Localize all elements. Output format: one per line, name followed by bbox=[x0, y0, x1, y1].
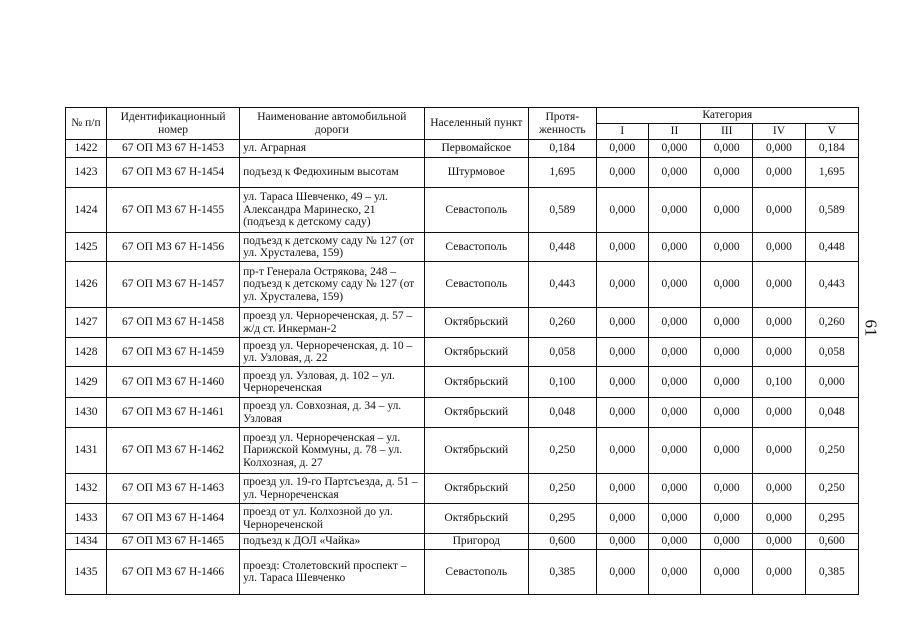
cell-loc: Октябрьский bbox=[424, 398, 528, 428]
header-cat-4: IV bbox=[753, 124, 805, 140]
cell-c5: 0,589 bbox=[805, 188, 858, 233]
cell-id: 67 ОП МЗ 67 Н-1461 bbox=[106, 398, 239, 428]
cell-loc: Октябрьский bbox=[424, 338, 528, 367]
cell-n: 1426 bbox=[66, 262, 107, 308]
cell-c4: 0,100 bbox=[753, 367, 805, 398]
cell-id: 67 ОП МЗ 67 Н-1455 bbox=[106, 188, 239, 233]
cell-n: 1430 bbox=[66, 398, 107, 428]
cell-c5: 0,448 bbox=[805, 233, 858, 262]
table-row bbox=[66, 233, 859, 262]
cell-id: 67 ОП МЗ 67 Н-1464 bbox=[106, 504, 239, 534]
cell-c1: 0,000 bbox=[596, 504, 648, 534]
cell-c2: 0,000 bbox=[648, 398, 700, 428]
cell-c3: 0,000 bbox=[701, 367, 753, 398]
cell-n: 1428 bbox=[66, 338, 107, 367]
cell-c4: 0,000 bbox=[753, 504, 805, 534]
header-locality: Населенный пункт bbox=[424, 108, 528, 140]
cell-c1: 0,000 bbox=[596, 398, 648, 428]
cell-c3: 0,000 bbox=[701, 188, 753, 233]
cell-n: 1433 bbox=[66, 504, 107, 534]
cell-c5: 0,600 bbox=[805, 534, 858, 550]
cell-n: 1425 bbox=[66, 233, 107, 262]
cell-c3: 0,000 bbox=[701, 140, 753, 158]
cell-c4: 0,000 bbox=[753, 262, 805, 308]
cell-loc: Пригород bbox=[424, 534, 528, 550]
cell-c2: 0,000 bbox=[648, 262, 700, 308]
cell-name: проезд ул. Чернореченская – ул. Парижской Коммуны, д. 78 – ул. Колхозная, д. 27 bbox=[240, 428, 424, 474]
cell-c3: 0,000 bbox=[701, 550, 753, 595]
cell-c5: 0,184 bbox=[805, 140, 858, 158]
cell-id: 67 ОП МЗ 67 Н-1466 bbox=[106, 550, 239, 595]
cell-c4: 0,000 bbox=[753, 398, 805, 428]
cell-loc: Севастополь bbox=[424, 550, 528, 595]
cell-c2: 0,000 bbox=[648, 504, 700, 534]
cell-id: 67 ОП МЗ 67 Н-1460 bbox=[106, 367, 239, 398]
cell-c3: 0,000 bbox=[701, 474, 753, 504]
page-number: 61 bbox=[861, 319, 881, 337]
cell-loc: Севастополь bbox=[424, 233, 528, 262]
cell-len: 0,448 bbox=[529, 233, 597, 262]
cell-c1: 0,000 bbox=[596, 233, 648, 262]
cell-name: проезд ул. Совхозная, д. 34 – ул. Узловая bbox=[240, 398, 424, 428]
cell-name: проезд ул. Чернореченская, д. 10 – ул. Узловая, д. 22 bbox=[240, 338, 424, 367]
cell-c1: 0,000 bbox=[596, 158, 648, 188]
cell-n: 1424 bbox=[66, 188, 107, 233]
cell-id: 67 ОП МЗ 67 Н-1465 bbox=[106, 534, 239, 550]
cell-id: 67 ОП МЗ 67 Н-1453 bbox=[106, 140, 239, 158]
cell-len: 0,589 bbox=[529, 188, 597, 233]
table-row bbox=[66, 504, 859, 534]
cell-n: 1434 bbox=[66, 534, 107, 550]
header-cat-5: V bbox=[805, 124, 858, 140]
cell-len: 1,695 bbox=[529, 158, 597, 188]
cell-c2: 0,000 bbox=[648, 308, 700, 338]
roads-table bbox=[65, 107, 859, 595]
cell-len: 0,385 bbox=[529, 550, 597, 595]
cell-c4: 0,000 bbox=[753, 550, 805, 595]
cell-c2: 0,000 bbox=[648, 367, 700, 398]
cell-n: 1435 bbox=[66, 550, 107, 595]
cell-id: 67 ОП МЗ 67 Н-1454 bbox=[106, 158, 239, 188]
cell-n: 1429 bbox=[66, 367, 107, 398]
cell-c2: 0,000 bbox=[648, 474, 700, 504]
table-row bbox=[66, 158, 859, 188]
cell-c3: 0,000 bbox=[701, 534, 753, 550]
cell-c3: 0,000 bbox=[701, 308, 753, 338]
cell-c1: 0,000 bbox=[596, 140, 648, 158]
header-id: Идентификационный номер bbox=[106, 108, 239, 140]
cell-loc: Октябрьский bbox=[424, 367, 528, 398]
table-body bbox=[66, 140, 859, 595]
cell-name: подъезд к детскому саду № 127 (от ул. Хрусталева, 159) bbox=[240, 233, 424, 262]
cell-id: 67 ОП МЗ 67 Н-1459 bbox=[106, 338, 239, 367]
cell-n: 1422 bbox=[66, 140, 107, 158]
cell-c1: 0,000 bbox=[596, 262, 648, 308]
cell-c5: 0,048 bbox=[805, 398, 858, 428]
cell-name: проезд от ул. Колхозной до ул. Чернореченской bbox=[240, 504, 424, 534]
cell-c3: 0,000 bbox=[701, 504, 753, 534]
cell-loc: Севастополь bbox=[424, 262, 528, 308]
cell-c2: 0,000 bbox=[648, 338, 700, 367]
cell-c5: 0,000 bbox=[805, 367, 858, 398]
cell-c5: 0,295 bbox=[805, 504, 858, 534]
cell-c5: 0,250 bbox=[805, 428, 858, 474]
cell-id: 67 ОП МЗ 67 Н-1457 bbox=[106, 262, 239, 308]
cell-c2: 0,000 bbox=[648, 534, 700, 550]
cell-n: 1431 bbox=[66, 428, 107, 474]
cell-c1: 0,000 bbox=[596, 338, 648, 367]
cell-c2: 0,000 bbox=[648, 550, 700, 595]
cell-c3: 0,000 bbox=[701, 158, 753, 188]
cell-id: 67 ОП МЗ 67 Н-1458 bbox=[106, 308, 239, 338]
cell-c2: 0,000 bbox=[648, 158, 700, 188]
cell-c5: 0,443 bbox=[805, 262, 858, 308]
cell-c3: 0,000 bbox=[701, 233, 753, 262]
table-row bbox=[66, 367, 859, 398]
table-row bbox=[66, 188, 859, 233]
cell-len: 0,250 bbox=[529, 474, 597, 504]
cell-c3: 0,000 bbox=[701, 398, 753, 428]
cell-name: проезд ул. Чернореченская, д. 57 – ж/д ст. Инкерман-2 bbox=[240, 308, 424, 338]
cell-len: 0,600 bbox=[529, 534, 597, 550]
cell-name: подъезд к Федюхиным высотам bbox=[240, 158, 424, 188]
cell-c1: 0,000 bbox=[596, 367, 648, 398]
cell-c5: 0,260 bbox=[805, 308, 858, 338]
cell-c3: 0,000 bbox=[701, 262, 753, 308]
table-row bbox=[66, 338, 859, 367]
cell-id: 67 ОП МЗ 67 Н-1462 bbox=[106, 428, 239, 474]
cell-c1: 0,000 bbox=[596, 308, 648, 338]
table-row bbox=[66, 428, 859, 474]
cell-len: 0,100 bbox=[529, 367, 597, 398]
cell-c2: 0,000 bbox=[648, 428, 700, 474]
cell-c1: 0,000 bbox=[596, 188, 648, 233]
cell-c5: 0,250 bbox=[805, 474, 858, 504]
cell-loc: Первомайское bbox=[424, 140, 528, 158]
cell-len: 0,250 bbox=[529, 428, 597, 474]
table-row bbox=[66, 534, 859, 550]
cell-c4: 0,000 bbox=[753, 474, 805, 504]
cell-c4: 0,000 bbox=[753, 428, 805, 474]
cell-c5: 0,385 bbox=[805, 550, 858, 595]
header-cat-2: II bbox=[648, 124, 700, 140]
header-road-name: Наименование автомобильной дороги bbox=[240, 108, 424, 140]
cell-c4: 0,000 bbox=[753, 188, 805, 233]
cell-loc: Октябрьский bbox=[424, 428, 528, 474]
header-num: № п/п bbox=[66, 108, 107, 140]
table-row bbox=[66, 398, 859, 428]
table-row bbox=[66, 474, 859, 504]
cell-loc: Октябрьский bbox=[424, 308, 528, 338]
cell-c1: 0,000 bbox=[596, 428, 648, 474]
cell-loc: Октябрьский bbox=[424, 474, 528, 504]
cell-name: проезд: Столетовский проспект – ул. Тараса Шевченко bbox=[240, 550, 424, 595]
table-row bbox=[66, 262, 859, 308]
cell-c4: 0,000 bbox=[753, 308, 805, 338]
table-row bbox=[66, 550, 859, 595]
cell-c1: 0,000 bbox=[596, 474, 648, 504]
header-length: Протя-женность bbox=[529, 108, 597, 140]
cell-c4: 0,000 bbox=[753, 338, 805, 367]
cell-c4: 0,000 bbox=[753, 534, 805, 550]
cell-len: 0,443 bbox=[529, 262, 597, 308]
table-row bbox=[66, 140, 859, 158]
header-cat-3: III bbox=[701, 124, 753, 140]
cell-c2: 0,000 bbox=[648, 140, 700, 158]
cell-len: 0,048 bbox=[529, 398, 597, 428]
cell-c3: 0,000 bbox=[701, 338, 753, 367]
cell-len: 0,260 bbox=[529, 308, 597, 338]
cell-loc: Севастополь bbox=[424, 188, 528, 233]
cell-name: ул. Тараса Шевченко, 49 – ул. Александра Маринеско, 21 (подъезд к детскому саду) bbox=[240, 188, 424, 233]
cell-id: 67 ОП МЗ 67 Н-1463 bbox=[106, 474, 239, 504]
cell-len: 0,058 bbox=[529, 338, 597, 367]
cell-name: подъезд к ДОЛ «Чайка» bbox=[240, 534, 424, 550]
cell-n: 1427 bbox=[66, 308, 107, 338]
cell-name: пр-т Генерала Острякова, 248 – подъезд к детскому саду № 127 (от ул. Хрусталева, 159) bbox=[240, 262, 424, 308]
cell-c1: 0,000 bbox=[596, 534, 648, 550]
cell-c4: 0,000 bbox=[753, 233, 805, 262]
cell-c2: 0,000 bbox=[648, 233, 700, 262]
header-category: Категория bbox=[596, 108, 858, 124]
cell-c4: 0,000 bbox=[753, 158, 805, 188]
cell-name: проезд ул. 19-го Партсъезда, д. 51 – ул. Чернореченская bbox=[240, 474, 424, 504]
cell-c5: 0,058 bbox=[805, 338, 858, 367]
cell-loc: Октябрьский bbox=[424, 504, 528, 534]
cell-c3: 0,000 bbox=[701, 428, 753, 474]
header-cat-1: I bbox=[596, 124, 648, 140]
cell-name: проезд ул. Узловая, д. 102 – ул. Чернореченская bbox=[240, 367, 424, 398]
cell-c2: 0,000 bbox=[648, 188, 700, 233]
table-row bbox=[66, 308, 859, 338]
cell-name: ул. Аграрная bbox=[240, 140, 424, 158]
cell-n: 1423 bbox=[66, 158, 107, 188]
cell-n: 1432 bbox=[66, 474, 107, 504]
cell-loc: Штурмовое bbox=[424, 158, 528, 188]
cell-c1: 0,000 bbox=[596, 550, 648, 595]
cell-id: 67 ОП МЗ 67 Н-1456 bbox=[106, 233, 239, 262]
cell-c4: 0,000 bbox=[753, 140, 805, 158]
cell-c5: 1,695 bbox=[805, 158, 858, 188]
cell-len: 0,184 bbox=[529, 140, 597, 158]
cell-len: 0,295 bbox=[529, 504, 597, 534]
